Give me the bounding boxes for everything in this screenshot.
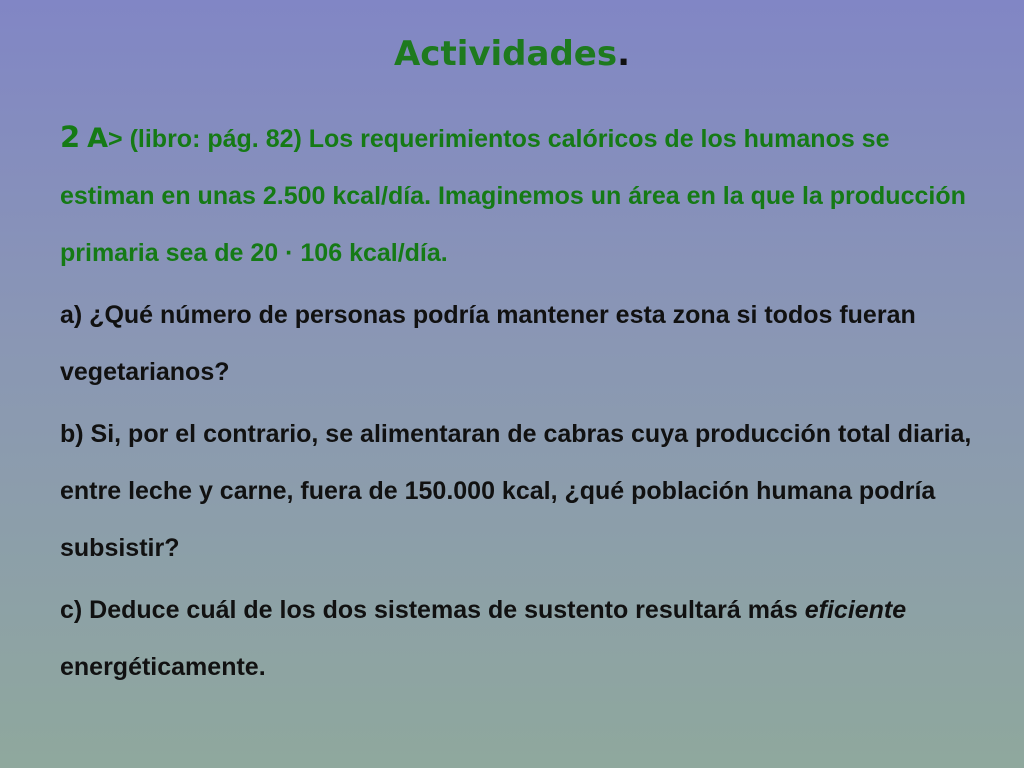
activity-letter: A (87, 123, 109, 154)
question-c (60, 582, 980, 696)
question-c-text-after: energéticamente. (60, 653, 266, 681)
activity-intro-text: > (libro: pág. 82) Los requerimientos calóricos de los humanos se estiman en unas 2.500 kcal/día. Imaginemos un área en la que la producción primaria sea de 20 · 106 kcal/día. (60, 125, 966, 267)
slide-content (60, 109, 980, 696)
question-a: a) ¿Qué número de personas podría mantener esta zona si todos fueran vegetarianos? (60, 301, 916, 386)
question-b: b) Si, por el contrario, se alimentaran de cabras cuya producción total diaria, entre leche y carne, fuera de 150.000 kcal, ¿qué población humana podría subsistir? (60, 420, 972, 562)
activity-intro (60, 109, 980, 282)
title-text: Actividades (393, 34, 618, 74)
title-period: . (617, 34, 631, 74)
question-c-emphasis: eficiente (804, 596, 907, 624)
question-c-text-before: c) Deduce cuál de los dos sistemas de sustento resultará más (60, 596, 805, 624)
slide-title (0, 32, 1024, 76)
activity-number: 2 (60, 120, 81, 154)
